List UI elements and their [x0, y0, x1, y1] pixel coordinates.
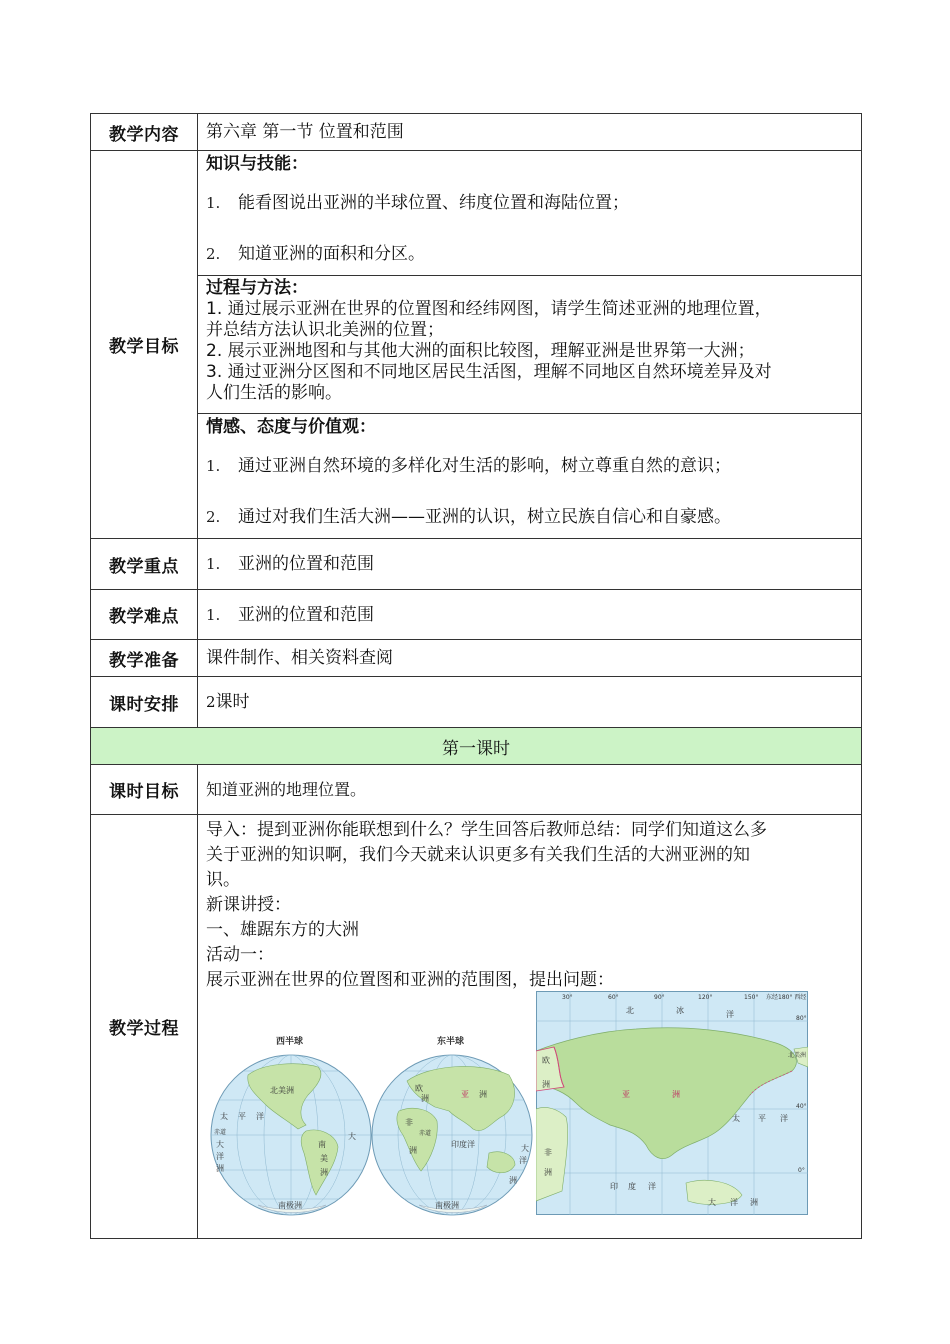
svg-text:洋: 洋 [519, 1156, 527, 1165]
key-points-cell [198, 539, 862, 590]
process-line: 3. 通过亚洲分区图和不同地区居民生活图，理解不同地区自然环境差异及对 [206, 362, 772, 382]
label-schedule: 课时安排 [91, 677, 198, 728]
svg-text:大: 大 [216, 1140, 224, 1149]
process-text-line: 一、雄踞东方的大洲 [206, 920, 359, 940]
svg-text:东经180° 西经: 东经180° 西经 [766, 994, 807, 1001]
knowledge-cell [198, 151, 862, 276]
label-process: 教学过程 [91, 815, 198, 1239]
row-content [91, 114, 862, 151]
list-number: 1. [206, 194, 221, 212]
label-difficulties: 教学难点 [91, 590, 198, 640]
svg-text:南: 南 [318, 1140, 326, 1149]
svg-text:北: 北 [626, 1006, 634, 1015]
svg-text:90°: 90° [654, 994, 665, 1001]
svg-text:太: 太 [732, 1114, 740, 1123]
svg-text:美: 美 [320, 1154, 328, 1163]
process-line: 1. 通过展示亚洲在世界的位置图和经纬网图，请学生简述亚洲的地理位置， [206, 299, 772, 319]
list-number: 1. [206, 457, 221, 475]
svg-text:洋: 洋 [256, 1112, 264, 1121]
process-line: 人们生活的影响。 [206, 383, 342, 403]
svg-text:60°: 60° [608, 994, 619, 1001]
svg-text:赤道: 赤道 [214, 1129, 227, 1136]
emotion-heading: 情感、态度与价值观： [206, 417, 376, 437]
process-line: 2. 展示亚洲地图和与其他大洲的面积比较图，理解亚洲是世界第一大洲； [206, 341, 755, 361]
first-lesson-banner: 第一课时 [91, 728, 862, 765]
row-goals-emotion [91, 414, 862, 539]
row-difficulties [91, 590, 862, 640]
knowledge-heading: 知识与技能： [206, 154, 308, 174]
svg-text:洲: 洲 [216, 1164, 224, 1173]
process-text-line: 关于亚洲的知识啊，我们今天就来认识更多有关我们生活的大洲亚洲的知 [206, 845, 750, 865]
eastern-hemisphere-map [369, 1035, 535, 1221]
row-goals-knowledge [91, 151, 862, 276]
svg-text:度: 度 [628, 1182, 636, 1191]
label-goals: 教学目标 [91, 151, 198, 539]
svg-text:欧: 欧 [542, 1056, 550, 1065]
row-process [91, 815, 862, 1239]
label-key-points: 教学重点 [91, 539, 198, 590]
emotion-item-1 [206, 455, 853, 477]
svg-text:洲: 洲 [320, 1168, 328, 1177]
western-hemisphere-map [208, 1035, 374, 1221]
process-text-line: 导入：提到亚洲你能联想到什么？学生回答后教师总结：同学们知道这么多 [206, 820, 767, 840]
process-cell [198, 276, 862, 414]
svg-text:洲: 洲 [672, 1090, 680, 1099]
difficulties-cell [198, 590, 862, 640]
process-text-line: 新课讲授： [206, 895, 291, 915]
svg-text:120°: 120° [698, 994, 713, 1001]
svg-text:洲: 洲 [542, 1080, 550, 1089]
row-schedule [91, 677, 862, 728]
row-key-points [91, 539, 862, 590]
list-text: 亚洲的位置和范围 [238, 604, 374, 625]
svg-text:平: 平 [238, 1112, 246, 1121]
preparation-value: 课件制作、相关资料查阅 [198, 640, 862, 677]
svg-text:欧: 欧 [415, 1084, 423, 1093]
row-goals-process [91, 276, 862, 414]
knowledge-item-2 [206, 243, 853, 265]
svg-text:大: 大 [708, 1198, 716, 1207]
list-number: 2. [206, 245, 221, 263]
svg-text:亚: 亚 [622, 1090, 630, 1099]
list-number: 1. [206, 555, 221, 573]
east-title: 东半球 [437, 1037, 465, 1047]
emotion-cell [198, 414, 862, 539]
process-text-line: 展示亚洲在世界的位置图和亚洲的范围图，提出问题： [206, 970, 614, 990]
svg-text:大: 大 [521, 1144, 529, 1153]
svg-text:150°: 150° [744, 994, 759, 1001]
knowledge-item-1 [206, 192, 853, 214]
list-text: 通过对我们生活大洲——亚洲的认识，树立民族自信心和自豪感。 [238, 507, 731, 527]
content-value: 第六章 第一节 位置和范围 [198, 114, 862, 151]
process-text-line: 活动一： [206, 945, 274, 965]
schedule-number: 2 [206, 693, 216, 711]
svg-text:印度洋: 印度洋 [451, 1140, 475, 1149]
row-first-lesson [91, 728, 862, 765]
svg-text:冰: 冰 [676, 1006, 684, 1015]
svg-text:亚: 亚 [461, 1090, 469, 1099]
svg-text:南极洲: 南极洲 [435, 1201, 459, 1210]
svg-text:30°: 30° [562, 994, 573, 1001]
svg-text:非: 非 [405, 1118, 413, 1127]
list-number: 1. [206, 605, 221, 624]
west-title: 西半球 [276, 1037, 304, 1047]
svg-text:北美洲: 北美洲 [270, 1086, 294, 1095]
asia-range-map [536, 991, 808, 1215]
lesson-plan-table [90, 113, 862, 1239]
svg-text:印: 印 [610, 1182, 618, 1191]
svg-text:洋: 洋 [780, 1114, 788, 1123]
svg-text:洋: 洋 [216, 1152, 224, 1161]
svg-text:80°: 80° [796, 1015, 807, 1022]
svg-text:洲: 洲 [509, 1176, 517, 1185]
row-lesson-goal [91, 765, 862, 815]
schedule-cell [198, 677, 862, 728]
label-lesson-goal: 课时目标 [91, 765, 198, 815]
svg-text:40°: 40° [796, 1103, 807, 1110]
svg-text:平: 平 [758, 1114, 766, 1123]
svg-text:大: 大 [348, 1132, 356, 1141]
svg-text:洲: 洲 [421, 1094, 429, 1103]
list-text: 知道亚洲的面积和分区。 [238, 244, 425, 264]
list-text: 通过亚洲自然环境的多样化对生活的影响，树立尊重自然的意识； [238, 456, 731, 476]
svg-text:洋: 洋 [726, 1010, 734, 1019]
label-preparation: 教学准备 [91, 640, 198, 677]
list-text: 亚洲的位置和范围 [238, 554, 374, 574]
svg-text:赤道: 赤道 [419, 1130, 432, 1137]
svg-text:太: 太 [220, 1112, 228, 1121]
svg-text:洲: 洲 [544, 1168, 552, 1177]
label-content: 教学内容 [91, 114, 198, 151]
process-row-cell [198, 815, 862, 1239]
svg-text:非: 非 [544, 1148, 552, 1157]
lesson-goal-value: 知道亚洲的地理位置。 [198, 765, 862, 815]
list-text: 能看图说出亚洲的半球位置、纬度位置和海陆位置； [238, 193, 629, 213]
svg-text:洲: 洲 [479, 1090, 487, 1099]
svg-text:洋: 洋 [730, 1198, 738, 1207]
list-number: 2. [206, 508, 221, 526]
process-text-line: 识。 [206, 870, 240, 890]
svg-text:北美洲: 北美洲 [788, 1052, 807, 1059]
row-preparation [91, 640, 862, 677]
svg-text:洲: 洲 [409, 1146, 417, 1155]
process-heading: 过程与方法： [206, 278, 308, 298]
svg-text:0°: 0° [798, 1167, 805, 1174]
svg-text:洲: 洲 [750, 1198, 758, 1207]
emotion-item-2 [206, 506, 853, 528]
svg-text:洋: 洋 [648, 1182, 656, 1191]
svg-text:南极洲: 南极洲 [278, 1201, 302, 1210]
schedule-unit: 课时 [215, 692, 250, 712]
process-line: 并总结方法认识北美洲的位置； [206, 320, 444, 340]
maps-area [206, 993, 853, 1215]
